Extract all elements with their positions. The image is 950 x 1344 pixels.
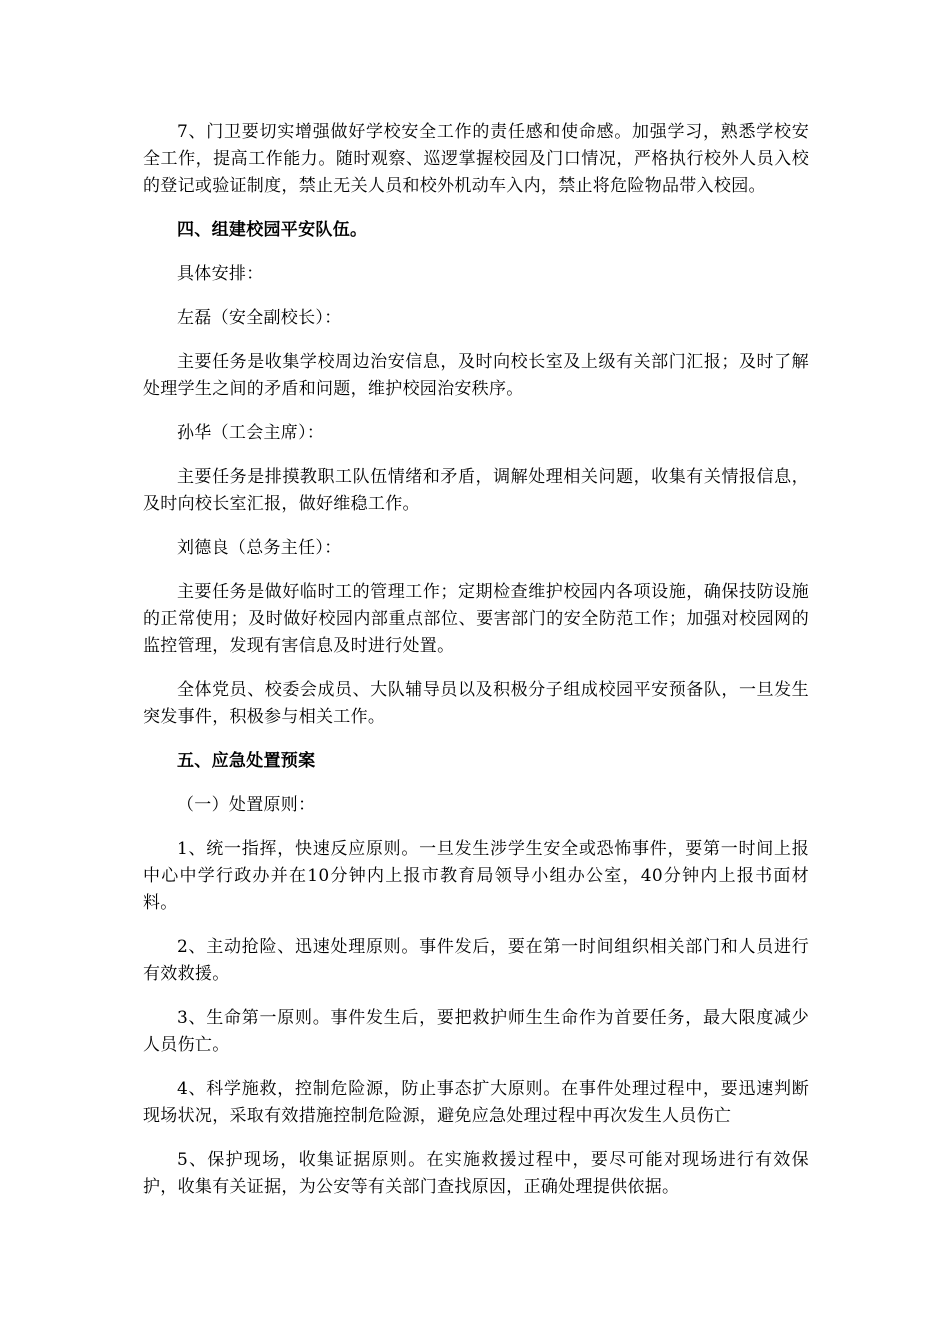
principle-2: 2、主动抢险、迅速处理原则。事件发后，要在第一时间组织相关部门和人员进行有效救援。 <box>143 937 809 984</box>
paragraph-arrangement: 具体安排： <box>177 264 264 284</box>
paragraph-liudeliang-task: 主要任务是做好临时工的管理工作；定期检查维护校园内各项设施，确保技防设施的正常使用；及时做好校园内部重点部位、要害部门的安全防范工作；加强对校园网的监控管理，发现有害信息及时进行处置。 <box>143 582 809 656</box>
paragraph-zuolei-task: 主要任务是收集学校周边治安信息，及时向校长室及上级有关部门汇报；及时了解处理学生之间的矛盾和问题，维护校园治安秩序。 <box>143 352 809 399</box>
principle-1: 1、统一指挥，快速反应原则。一旦发生涉学生安全或恐怖事件，要第一时间上报中心中学行政办并在10分钟内上报市教育局领导小组办公室，40分钟内上报书面材料。 <box>143 839 809 913</box>
principle-4: 4、科学施救，控制危险源，防止事态扩大原则。在事件处理过程中，要迅速判断现场状况，采取有效措施控制危险源，避免应急处理过程中再次发生人员伤亡 <box>143 1079 809 1126</box>
person-zuolei: 左磊（安全副校长）： <box>177 308 342 328</box>
document-body <box>143 119 809 1218</box>
person-liudeliang: 刘德良（总务主任）： <box>177 538 342 558</box>
paragraph-gatekeeper-duty: 7、门卫要切实增强做好学校安全工作的责任感和使命感。加强学习，熟悉学校安全工作，提高工作能力。随时观察、巡逻掌握校园及门口情况，严格执行校外人员入校的登记或验证制度，禁止无关人员和校外机动车入内，禁止将危险物品带入校园。 <box>143 122 809 196</box>
section-heading-4: 四、组建校园平安队伍。 <box>177 220 368 240</box>
section-heading-5: 五、应急处置预案 <box>177 751 316 771</box>
paragraph-sunhua-task: 主要任务是排摸教职工队伍情绪和矛盾，调解处理相关问题，收集有关情报信息，及时向校长室汇报，做好维稳工作。 <box>143 467 809 514</box>
subheading-principles: （一）处置原则： <box>177 795 316 815</box>
paragraph-reserve-team: 全体党员、校委会成员、大队辅导员以及积极分子组成校园平安预备队，一旦发生突发事件，积极参与相关工作。 <box>143 680 809 727</box>
person-sunhua: 孙华（工会主席）： <box>177 423 325 443</box>
principle-3: 3、生命第一原则。事件发生后，要把救护师生生命作为首要任务，最大限度减少人员伤亡。 <box>143 1008 809 1055</box>
principle-5: 5、保护现场，收集证据原则。在实施救援过程中，要尽可能对现场进行有效保护，收集有关证据，为公安等有关部门查找原因，正确处理提供依据。 <box>143 1150 809 1197</box>
